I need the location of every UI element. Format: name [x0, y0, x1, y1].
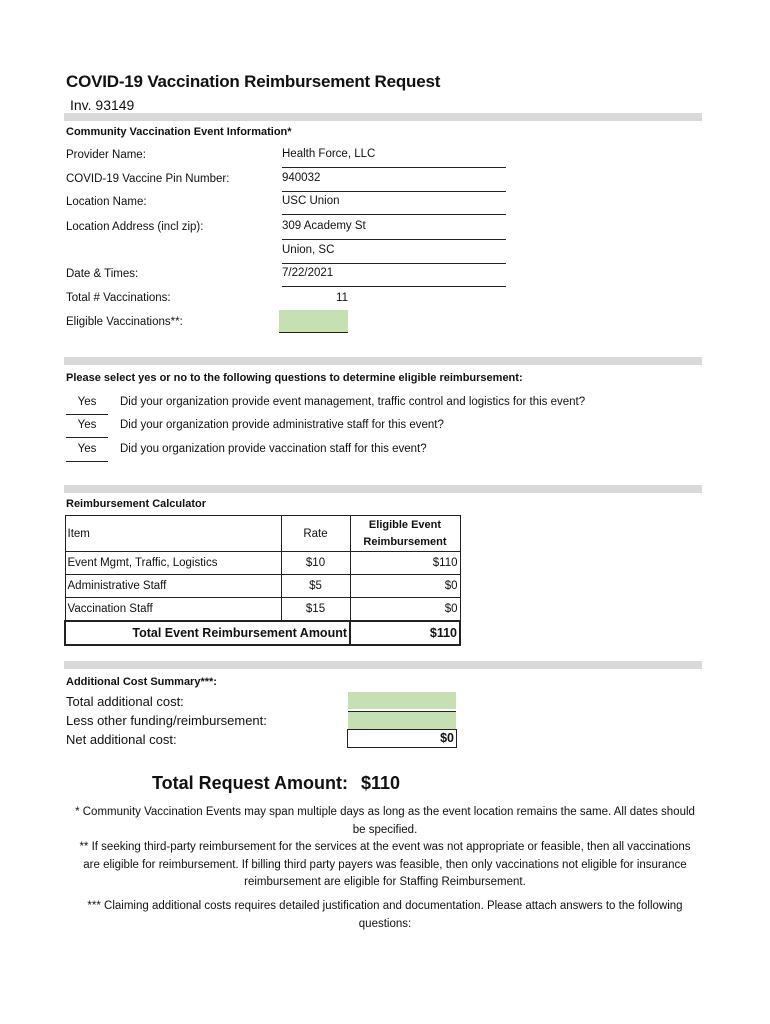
- footnote-2: ** If seeking third-party reimbursement for the services at the event was not appropriate or feasible, then all vaccinations are eligible for reimbursement. If billing third party payers was feasible, then only vaccinations not eligible for insurance reimbursement are eligible for Staffing Reimbursement.: [79, 841, 691, 888]
- date-field[interactable]: 7/22/2021: [282, 265, 506, 287]
- questions-heading: Please select yes or no to the following questions to determine eligible reimbursement:: [66, 372, 523, 384]
- row-item: Event Mgmt, Traffic, Logistics: [65, 552, 281, 575]
- section-divider: [64, 357, 702, 365]
- less-funding-label: Less other funding/reimbursement:: [66, 713, 267, 728]
- row-amount: $110: [350, 552, 460, 575]
- date-label: Date & Times:: [66, 268, 139, 280]
- row-item: Administrative Staff: [65, 575, 281, 598]
- header-item: Item: [65, 516, 281, 552]
- row-amount: $0: [350, 598, 460, 622]
- additional-cost-heading: Additional Cost Summary***:: [66, 676, 217, 688]
- table-header-row: [65, 516, 460, 552]
- question-logistics: Did your organization provide event management, traffic control and logistics for this event?: [120, 396, 586, 408]
- footnote-3: *** Claiming additional costs requires detailed justification and documentation. Please attach answers to the following questions:: [87, 900, 683, 930]
- total-request-value: $110: [361, 773, 401, 793]
- location-label: Location Name:: [66, 196, 147, 208]
- row-rate: $15: [281, 598, 350, 622]
- total-vaccinations-label: Total # Vaccinations:: [66, 292, 171, 304]
- section-divider: [64, 113, 702, 121]
- header-eligible-line2: Reimbursement: [363, 535, 447, 548]
- table-row: [65, 598, 460, 622]
- table-row: [65, 575, 460, 598]
- total-row: [65, 621, 460, 645]
- total-additional-cost-label: Total additional cost:: [66, 694, 184, 709]
- header-eligible: [350, 516, 460, 552]
- total-value: $110: [350, 621, 460, 645]
- row-amount: $0: [350, 575, 460, 598]
- event-info-heading: Community Vaccination Event Information*: [66, 126, 292, 138]
- page-title: COVID-19 Vaccination Reimbursement Request: [66, 72, 441, 91]
- pin-field[interactable]: 940032: [282, 170, 506, 192]
- location-field[interactable]: USC Union: [282, 193, 506, 215]
- total-additional-cost-field[interactable]: [348, 692, 456, 709]
- header-rate: Rate: [281, 516, 350, 552]
- provider-field[interactable]: Health Force, LLC: [282, 146, 506, 168]
- total-label: Total Event Reimbursement Amount: [65, 621, 350, 645]
- row-rate: $5: [281, 575, 350, 598]
- table-row: [65, 552, 460, 575]
- row-rate: $10: [281, 552, 350, 575]
- answer-select-admin[interactable]: Yes: [66, 417, 108, 438]
- total-vaccinations-field[interactable]: 11: [336, 292, 348, 304]
- provider-label: Provider Name:: [66, 149, 146, 161]
- question-vaccination: Did you organization provide vaccination staff for this event?: [120, 443, 427, 455]
- footnote-1: * Community Vaccination Events may span multiple days as long as the event location remains the same. All dates should be specified.: [75, 806, 695, 836]
- eligible-vaccinations-label: Eligible Vaccinations**:: [66, 316, 183, 328]
- eligible-vaccinations-field[interactable]: [279, 310, 348, 333]
- less-funding-field[interactable]: [348, 711, 456, 729]
- reimbursement-table: [64, 515, 461, 646]
- total-request-label: Total Request Amount:: [152, 773, 348, 793]
- address-line1-field[interactable]: 309 Academy St: [282, 218, 506, 240]
- header-eligible-line1: Eligible Event: [368, 518, 442, 531]
- answer-select-logistics[interactable]: Yes: [66, 394, 108, 415]
- section-divider: [64, 661, 702, 669]
- section-divider: [64, 485, 702, 493]
- question-admin: Did your organization provide administrative staff for this event?: [120, 419, 444, 431]
- address-line2-field[interactable]: Union, SC: [282, 242, 506, 264]
- invoice-number: Inv. 93149: [70, 97, 135, 113]
- total-request: [152, 773, 400, 794]
- answer-select-vaccination[interactable]: Yes: [66, 441, 108, 462]
- net-cost-value: $0: [347, 729, 457, 748]
- row-item: Vaccination Staff: [65, 598, 281, 622]
- pin-label: COVID-19 Vaccine Pin Number:: [66, 173, 230, 185]
- calculator-heading: Reimbursement Calculator: [66, 498, 206, 510]
- net-cost-label: Net additional cost:: [66, 732, 177, 747]
- address-label: Location Address (incl zip):: [66, 221, 204, 233]
